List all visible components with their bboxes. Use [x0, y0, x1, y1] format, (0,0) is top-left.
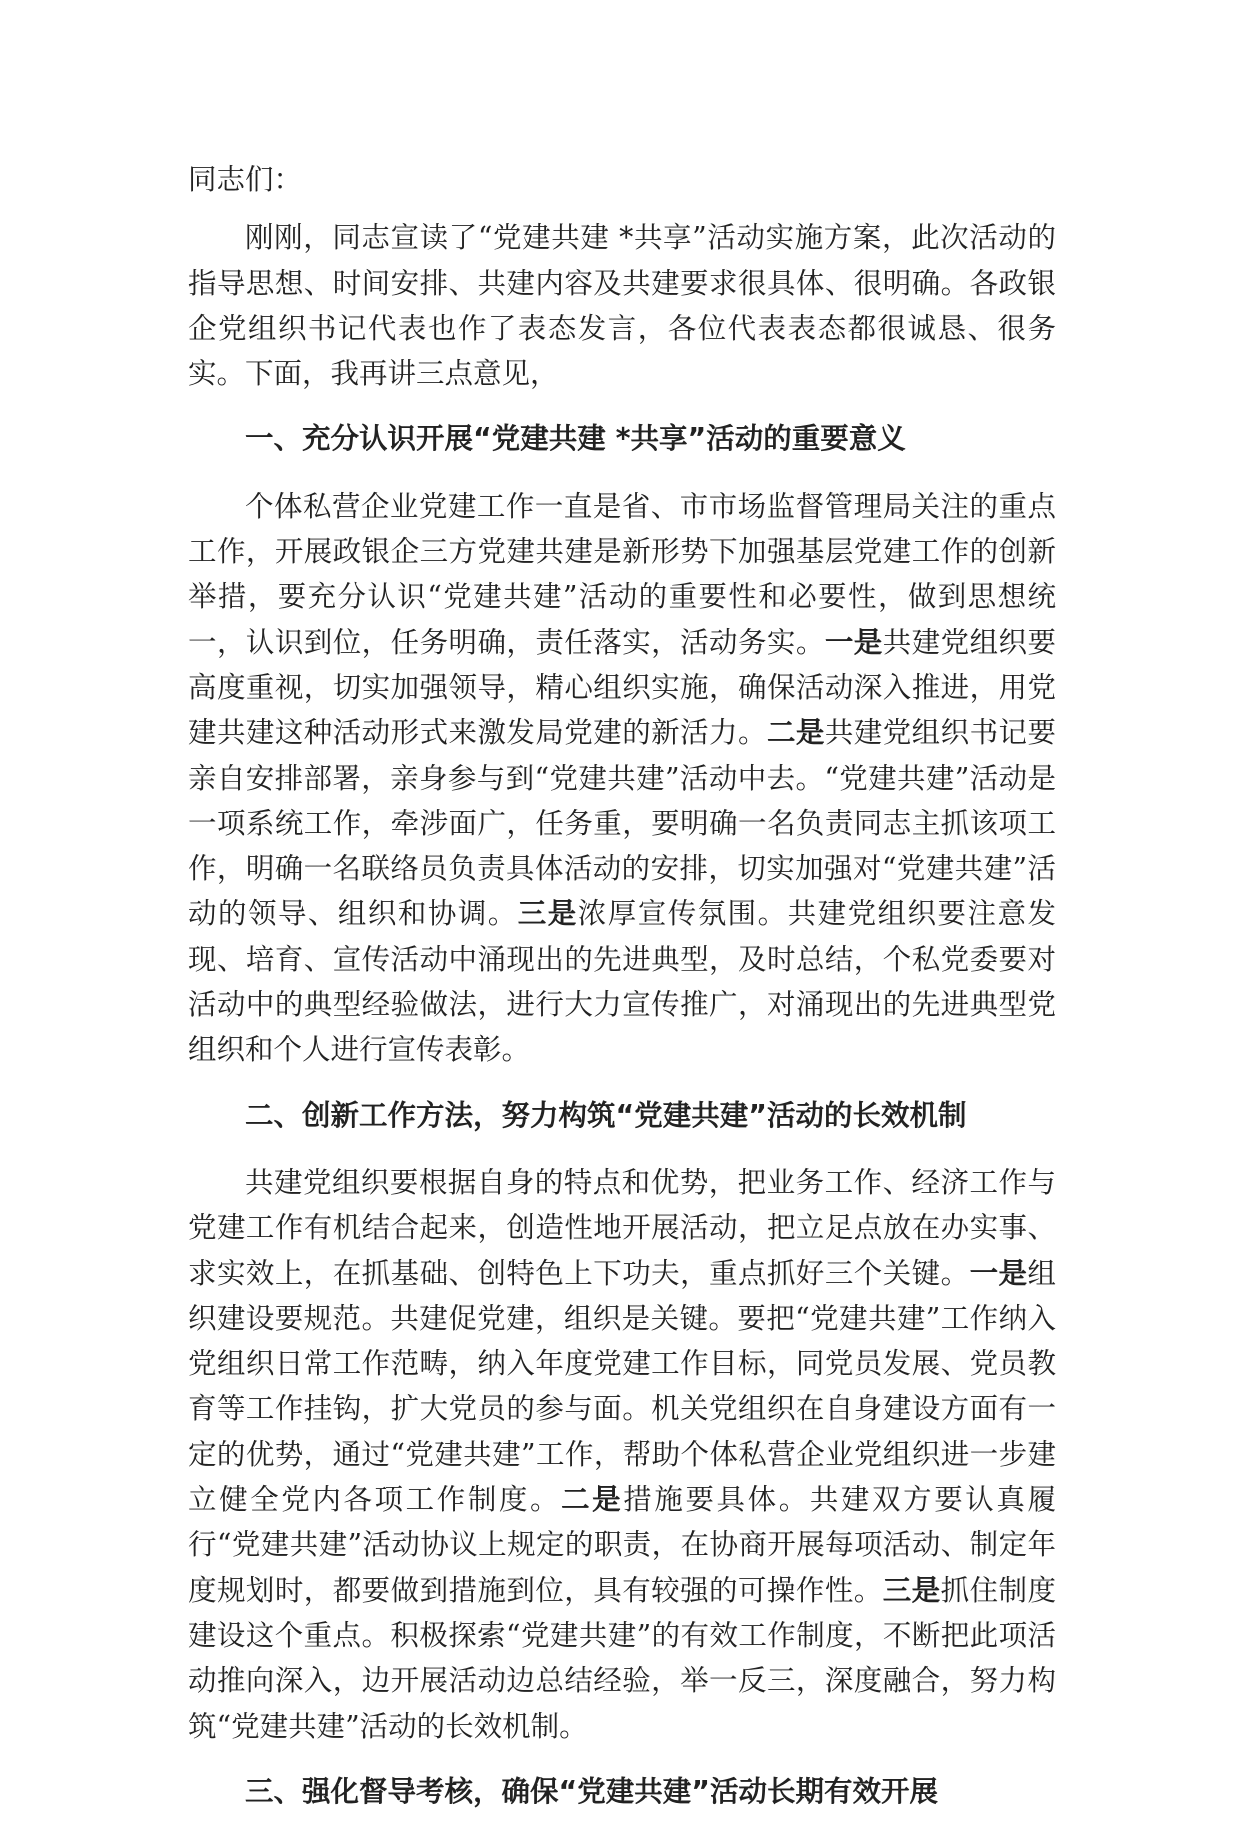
document-body [188, 157, 1056, 1836]
section-2-heading: 二、创新工作方法，努力构筑“党建共建”活动的长效机制 [245, 1098, 967, 1132]
section-1-lead-2: 二是 [766, 715, 825, 750]
section-2-lead-1: 一是 [969, 1255, 1028, 1290]
section-2-text-d: 抓住制度建设这个重点。积极探索“党建共建”的有效工作制度，不断把此项活动推向深入，边开展活动边总结经验，举一反三，深度融合，努力构筑“党建共建”活动的长效机制。 [188, 1573, 1056, 1743]
section-1-heading: 一、充分认识开展“党建共建 *共享”活动的重要意义 [245, 422, 906, 456]
intro-paragraph: 刚刚，同志宣读了“党建共建 *共享”活动实施方案，此次活动的指导思想、时间安排、共建内容及共建要求很具体、很明确。各政银企党组织书记代表也作了表态发言，各位代表表态都很诚恳、很务实。下面，我再讲三点意见， [188, 221, 1056, 391]
section-2-lead-2: 二是 [561, 1482, 624, 1517]
section-1-lead-3: 三是 [517, 896, 578, 931]
section-1-text-d: 浓厚宣传氛围。共建党组织要注意发现、培育、宣传活动中涌现出的先进典型，及时总结，个私党委要对活动中的典型经验做法，进行大力宣传推广，对涌现出的先进典型党组织和个人进行宣传表彰。 [188, 897, 1056, 1067]
section-1-paragraph [188, 484, 1056, 1073]
section-1-lead-1: 一是 [824, 624, 883, 659]
section-1-text-a: 个体私营企业党建工作一直是省、市市场监督管理局关注的重点工作，开展政银企三方党建共建是新形势下加强基层党建工作的创新举措，要充分认识“党建共建”活动的重要性和必要性，做到思想统一，认识到位，任务明确，责任落实，活动务实。 [188, 489, 1056, 659]
section-2-text-b: 组织建设要规范。共建促党建，组织是关键。要把“党建共建”工作纳入党组织日常工作范畴，纳入年度党建工作目标，同党员发展、党员教育等工作挂钩，扩大党员的参与面。机关党组织在自身建设方面有一定的优势，通过“党建共建”工作，帮助个体私营企业党组织进一步建立健全党内各项工作制度。 [188, 1256, 1056, 1517]
section-3-heading: 三、强化督导考核，确保“党建共建”活动长期有效开展 [245, 1774, 938, 1808]
section-2-lead-3: 三是 [882, 1572, 941, 1607]
section-1-text-c: 共建党组织书记要亲自安排部署，亲身参与到“党建共建”活动中去。“党建共建”活动是一项系统工作，牵涉面广，任务重，要明确一名负责同志主抓该项工作，明确一名联络员负责具体活动的安排，切实加强对“党建共建”活动的领导、组织和协调。 [188, 716, 1056, 931]
section-2-text-c: 措施要具体。共建双方要认真履行“党建共建”活动协议上规定的职责，在协商开展每项活动、制定年度规划时，都要做到措施到位，具有较强的可操作性。 [188, 1483, 1056, 1607]
salutation: 同志们： [188, 163, 303, 196]
section-1-text-b: 共建党组织要高度重视，切实加强领导，精心组织实施，确保活动深入推进，用党建共建这种活动形式来激发局党建的新活力。 [188, 625, 1056, 750]
section-2-paragraph [188, 1160, 1056, 1749]
section-2-text-a: 共建党组织要根据自身的特点和优势，把业务工作、经济工作与党建工作有机结合起来，创造性地开展活动，把立足点放在办实事、求实效上，在抓基础、创特色上下功夫，重点抓好三个关键。 [188, 1165, 1056, 1290]
